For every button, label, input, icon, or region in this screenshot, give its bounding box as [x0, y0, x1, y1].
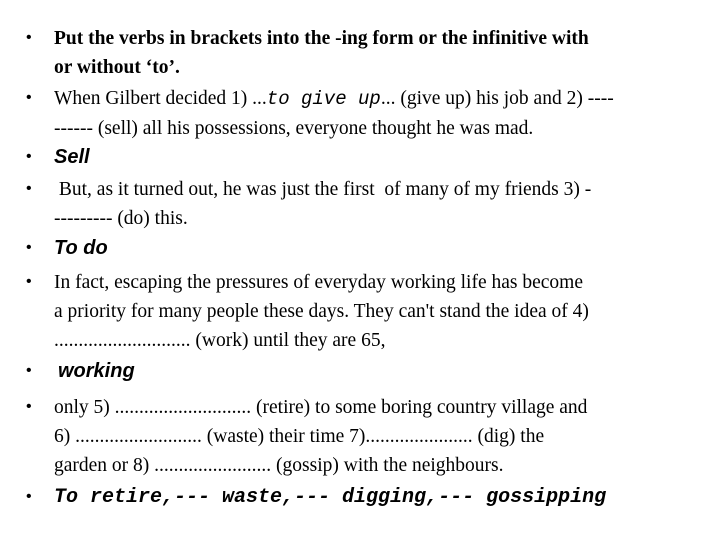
text-segment: ... (give up) his job and 2) ---- — [380, 88, 614, 109]
exercise-line: 6) .......................... (waste) their time 7)...................... (dig) the — [54, 426, 545, 447]
exercise-text-3 — [54, 268, 716, 355]
bullet-dot: • — [26, 362, 32, 379]
exercise-text-4 — [54, 393, 716, 480]
answer-list: To retire,--- waste,--- digging,--- gossipping — [54, 486, 607, 509]
exercise-line: garden or 8) ........................ (gossip) with the neighbours. — [54, 455, 504, 476]
exercise-text-1 — [54, 84, 716, 143]
text-segment: When Gilbert decided 1) ... — [54, 88, 267, 109]
exercise-line: But, as it turned out, he was just the first of many of my friends 3) - — [54, 179, 592, 200]
instruction-text — [54, 24, 716, 82]
answer-to-do: To do — [54, 237, 108, 259]
exercise-line: a priority for many people these days. They can't stand the idea of 4) — [54, 301, 589, 322]
bullet-dot: • — [26, 488, 32, 505]
exercise-line: only 5) ............................ (retire) to some boring country village and — [54, 397, 588, 418]
bullet-dot: • — [26, 239, 32, 256]
bullet-dot: • — [26, 398, 32, 415]
exercise-line: ------ (sell) all his possessions, everyone thought he was mad. — [54, 118, 534, 139]
bullet-dot: • — [26, 89, 32, 106]
answer-sell: Sell — [54, 146, 90, 168]
bullet-dot: • — [26, 273, 32, 290]
exercise-text-2 — [54, 175, 716, 233]
exercise-line: ............................ (work) until they are 65, — [54, 330, 386, 351]
exercise-line: In fact, escaping the pressures of everyday working life has become — [54, 272, 584, 293]
instruction-line-1: Put the verbs in brackets into the -ing form or the infinitive with — [54, 28, 589, 49]
bullet-dot: • — [26, 29, 32, 46]
bullet-dot: • — [26, 180, 32, 197]
instruction-line-2: or without ‘to’. — [54, 57, 180, 78]
answer-working: working — [58, 360, 135, 382]
bullet-dot: • — [26, 148, 32, 165]
exercise-line: --------- (do) this. — [54, 208, 188, 229]
exercise-line — [54, 84, 716, 114]
inline-answer: to give up — [266, 88, 381, 110]
